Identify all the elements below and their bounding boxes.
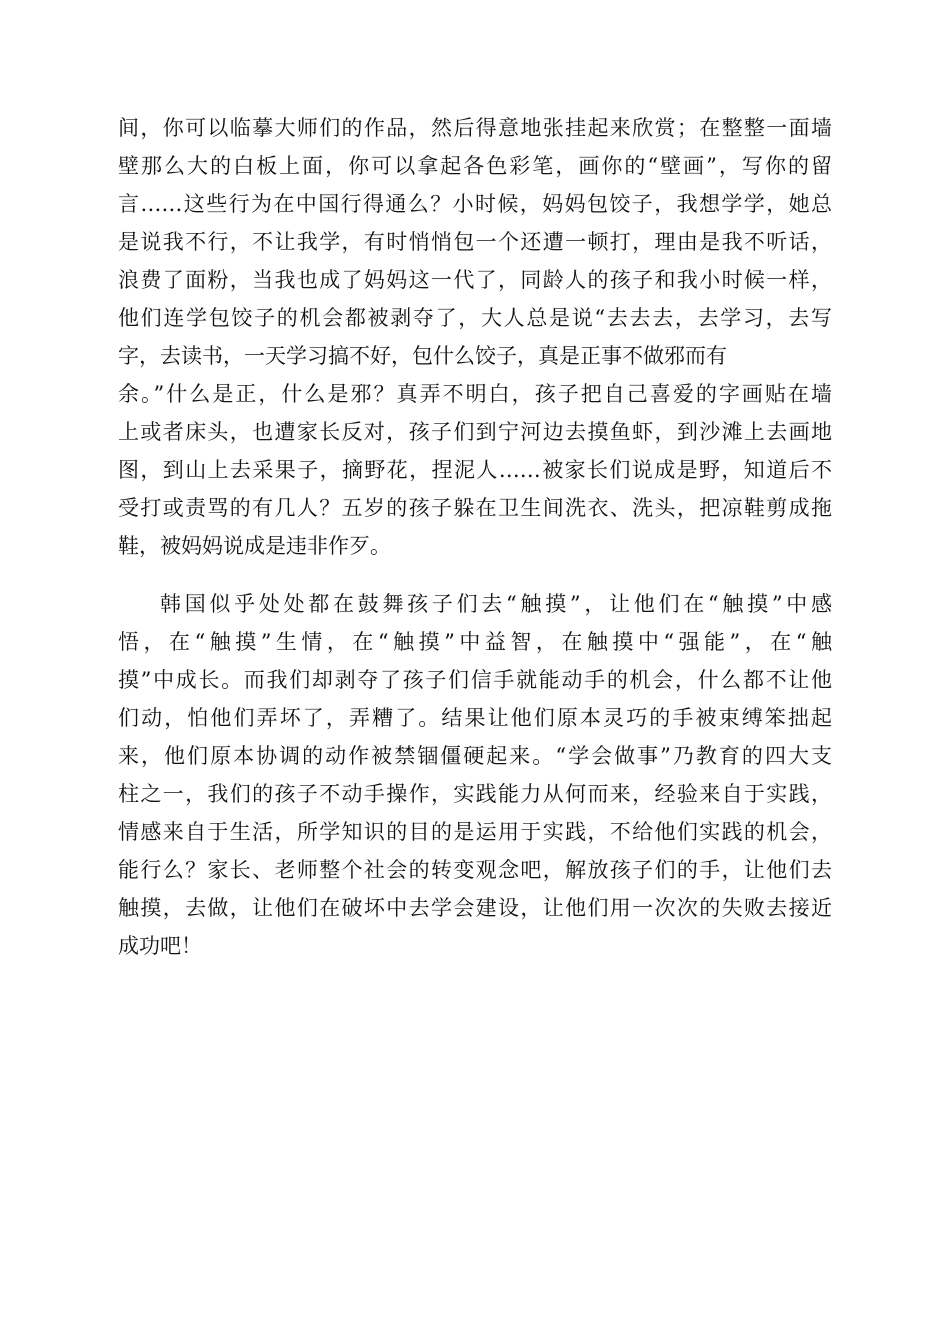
text-line: 上或者床头，也遭家长反对，孩子们到宁河边去摸鱼虾，到沙滩上去画地 [118,420,832,444]
paragraph-1 [118,109,832,565]
text-line: 间，你可以临摹大师们的作品，然后得意地张挂起来欣赏；在整整一面墙 [118,116,832,140]
paragraph-2 [118,585,832,965]
text-line: 字，去读书，一天学习搞不好，包什么饺子，真是正事不做邪而有 [118,344,727,368]
text-line: 摸”中成长。而我们却剥夺了孩子们信手就能动手的机会，什么都不让他 [118,668,832,692]
text-line: 受打或责骂的有几人？五岁的孩子躲在卫生间洗衣、洗头，把凉鞋剪成拖 [118,496,832,520]
text-line: 成功吧！ [118,934,202,958]
text-line: 壁那么大的白板上面，你可以拿起各色彩笔，画你的“壁画”，写你的留 [118,154,832,178]
text-line: 触摸，去做，让他们在破坏中去学会建设，让他们用一次次的失败去接近 [118,896,832,920]
text-line: 们动，怕他们弄坏了，弄糟了。结果让他们原本灵巧的手被束缚笨拙起 [118,706,832,730]
text-line: 柱之一，我们的孩子不动手操作，实践能力从何而来，经验来自于实践， [118,782,832,806]
text-line: 来，他们原本协调的动作被禁锢僵硬起来。“学会做事”乃教育的四大支 [118,744,832,768]
text-line: 浪费了面粉，当我也成了妈妈这一代了，同龄人的孩子和我小时候一样， [118,268,832,292]
text-line: 悟，在“触摸”生情，在“触摸”中益智，在触摸中“强能”，在“触 [118,630,832,654]
text-line: 图，到山上去采果子，摘野花，捏泥人……被家长们说成是野，知道后不 [118,458,832,482]
text-line: 余。”什么是正，什么是邪？真弄不明白，孩子把自己喜爱的字画贴在墙 [118,382,832,406]
text-line: 言……这些行为在中国行得通么？小时候，妈妈包饺子，我想学学，她总 [118,192,832,216]
text-line: 能行么？家长、老师整个社会的转变观念吧，解放孩子们的手，让他们去 [118,858,832,882]
text-line: 他们连学包饺子的机会都被剥夺了，大人总是说“去去去，去学习，去写 [118,306,832,330]
text-line: 韩国似乎处处都在鼓舞孩子们去“触摸”，让他们在“触摸”中感 [160,592,832,616]
text-line: 是说我不行，不让我学，有时悄悄包一个还遭一顿打，理由是我不听话， [118,230,832,254]
text-line: 鞋，被妈妈说成是违非作歹。 [118,534,391,558]
text-line: 情感来自于生活，所学知识的目的是运用于实践，不给他们实践的机会， [118,820,832,844]
